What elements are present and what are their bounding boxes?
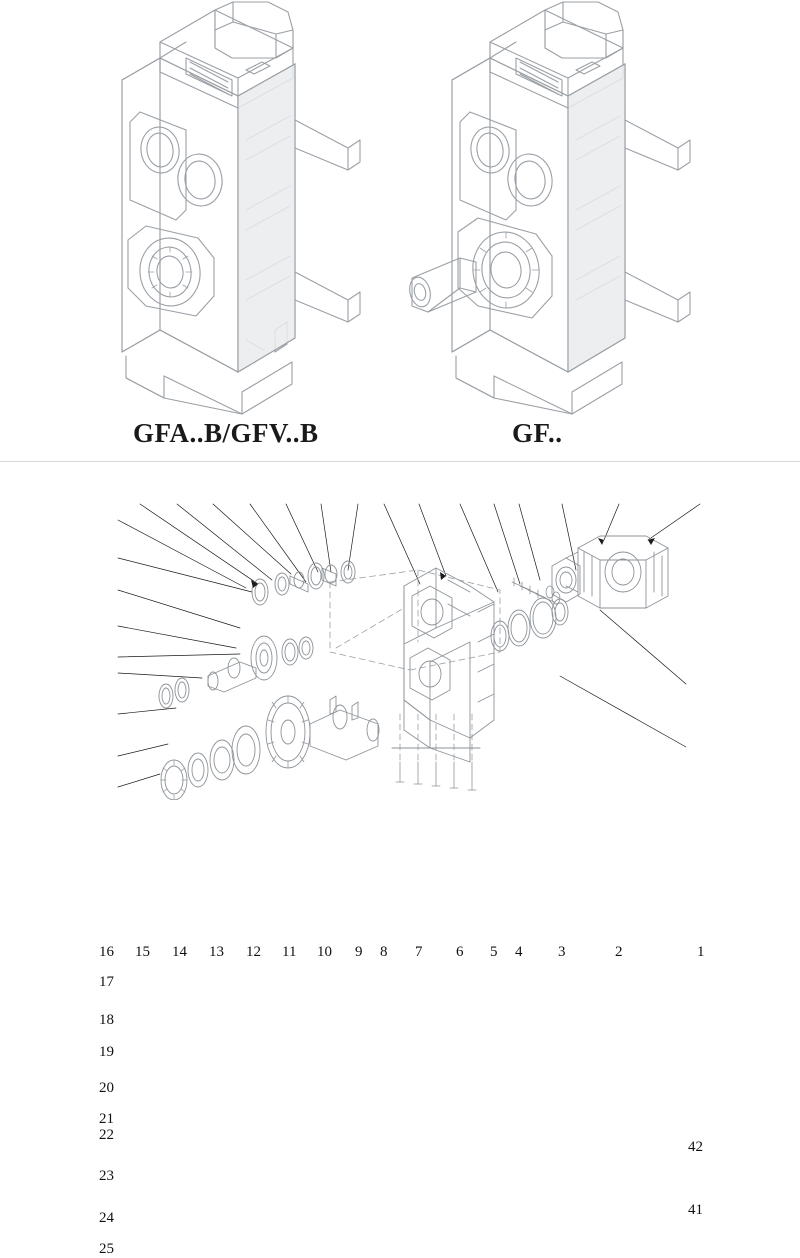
caption-gfa-b-gfv-b: GFA..B/GFV..B (133, 418, 319, 448)
callout-19: 19 (99, 1044, 114, 1060)
top-drawing-svg (0, 0, 800, 462)
callout-42: 42 (688, 1139, 703, 1155)
callout-20: 20 (99, 1080, 114, 1096)
callout-21: 21 (99, 1111, 114, 1127)
callout-8: 8 (380, 944, 388, 960)
gearbox-overview-drawings (0, 0, 800, 462)
callout-12: 12 (246, 944, 261, 960)
callout-16: 16 (99, 944, 114, 960)
callout-10: 10 (317, 944, 332, 960)
callout-15: 15 (135, 944, 150, 960)
callout-41: 41 (688, 1202, 703, 1218)
callout-9: 9 (355, 944, 363, 960)
exploded-drawing-svg (0, 462, 800, 800)
caption-gf: GF.. (512, 418, 563, 448)
callout-22: 22 (99, 1127, 114, 1143)
callout-6: 6 (456, 944, 464, 960)
exploded-parts-diagram (0, 462, 800, 1257)
callout-17: 17 (99, 974, 114, 990)
callout-3: 3 (558, 944, 566, 960)
callout-2: 2 (615, 944, 623, 960)
callout-4: 4 (515, 944, 523, 960)
callout-11: 11 (282, 944, 297, 960)
callout-14: 14 (172, 944, 187, 960)
callout-23: 23 (99, 1168, 114, 1184)
callout-1: 1 (697, 944, 705, 960)
callout-5: 5 (490, 944, 498, 960)
callout-24: 24 (99, 1210, 114, 1226)
callout-7: 7 (415, 944, 423, 960)
gearbox-gf (407, 2, 690, 414)
callout-25: 25 (99, 1241, 114, 1257)
callout-13: 13 (209, 944, 224, 960)
callout-18: 18 (99, 1012, 114, 1028)
